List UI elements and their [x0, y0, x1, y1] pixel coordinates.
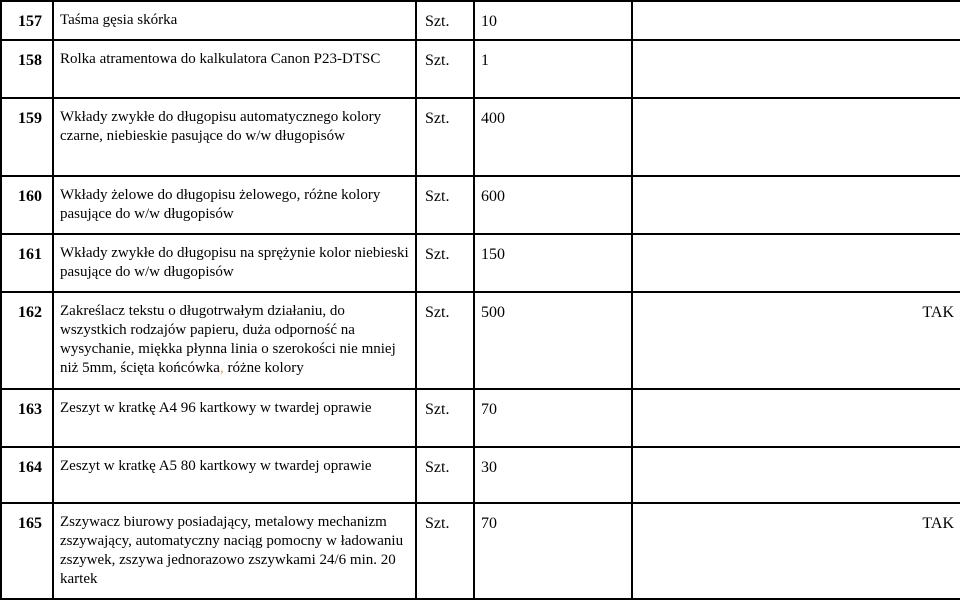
- item-description: Wkłady żelowe do długopisu żelowego, różne kolory pasujące do w/w długopisów: [53, 176, 416, 234]
- item-quantity: 500: [474, 292, 632, 389]
- item-flag: [632, 40, 960, 98]
- item-unit: Szt.: [416, 40, 474, 98]
- table-row: [1, 98, 960, 176]
- item-flag: [632, 1, 960, 40]
- item-flag: TAK: [632, 292, 960, 389]
- item-unit: Szt.: [416, 176, 474, 234]
- item-description: Zeszyt w kratkę A5 80 kartkowy w twardej oprawie: [53, 447, 416, 503]
- item-flag: [632, 98, 960, 176]
- item-flag: [632, 234, 960, 292]
- item-quantity: 10: [474, 1, 632, 40]
- item-description: [53, 292, 416, 389]
- item-flag: [632, 389, 960, 447]
- item-unit: Szt.: [416, 234, 474, 292]
- item-description: Taśma gęsia skórka: [53, 1, 416, 40]
- row-number: 163: [1, 389, 53, 447]
- item-quantity: 150: [474, 234, 632, 292]
- table-row: [1, 234, 960, 292]
- table-row: [1, 503, 960, 599]
- item-unit: Szt.: [416, 1, 474, 40]
- item-description-comma: ,: [219, 360, 224, 376]
- item-description: Rolka atramentowa do kalkulatora Canon P23-DTSC: [53, 40, 416, 98]
- row-number: 161: [1, 234, 53, 292]
- table-row: [1, 40, 960, 98]
- item-quantity: 600: [474, 176, 632, 234]
- item-flag: [632, 447, 960, 503]
- row-number: 158: [1, 40, 53, 98]
- item-description-part: różne kolory: [223, 360, 304, 376]
- row-number: 165: [1, 503, 53, 599]
- item-quantity: 70: [474, 503, 632, 599]
- table-row: [1, 389, 960, 447]
- row-number: 162: [1, 292, 53, 389]
- item-quantity: 400: [474, 98, 632, 176]
- item-description: Zeszyt w kratkę A4 96 kartkowy w twardej oprawie: [53, 389, 416, 447]
- item-quantity: 1: [474, 40, 632, 98]
- item-flag: [632, 176, 960, 234]
- row-number: 159: [1, 98, 53, 176]
- item-unit: Szt.: [416, 98, 474, 176]
- table-row: [1, 1, 960, 40]
- table-row: [1, 447, 960, 503]
- item-flag: TAK: [632, 503, 960, 599]
- item-quantity: 70: [474, 389, 632, 447]
- item-description: Wkłady zwykłe do długopisu na sprężynie kolor niebieski pasujące do w/w długopisów: [53, 234, 416, 292]
- item-unit: Szt.: [416, 389, 474, 447]
- row-number: 164: [1, 447, 53, 503]
- item-description: Zszywacz biurowy posiadający, metalowy mechanizm zszywający, automatyczny naciąg pomocny w ładowaniu zszywek, zszywa jednorazowo zszywkami 24/6 min. 20 kartek: [53, 503, 416, 599]
- item-unit: Szt.: [416, 292, 474, 389]
- table-row: [1, 292, 960, 389]
- item-description: Wkłady zwykłe do długopisu automatycznego kolory czarne, niebieskie pasujące do w/w długopisów: [53, 98, 416, 176]
- item-unit: Szt.: [416, 503, 474, 599]
- row-number: 160: [1, 176, 53, 234]
- table-row: [1, 176, 960, 234]
- row-number: 157: [1, 1, 53, 40]
- item-quantity: 30: [474, 447, 632, 503]
- item-unit: Szt.: [416, 447, 474, 503]
- item-description-part: Zakreślacz tekstu o długotrwałym działaniu, do wszystkich rodzajów papieru, duża odporność na wysychanie, miękka płynna linia o szerokości nie mniej niż 5mm, ścięta końcówka: [60, 303, 396, 376]
